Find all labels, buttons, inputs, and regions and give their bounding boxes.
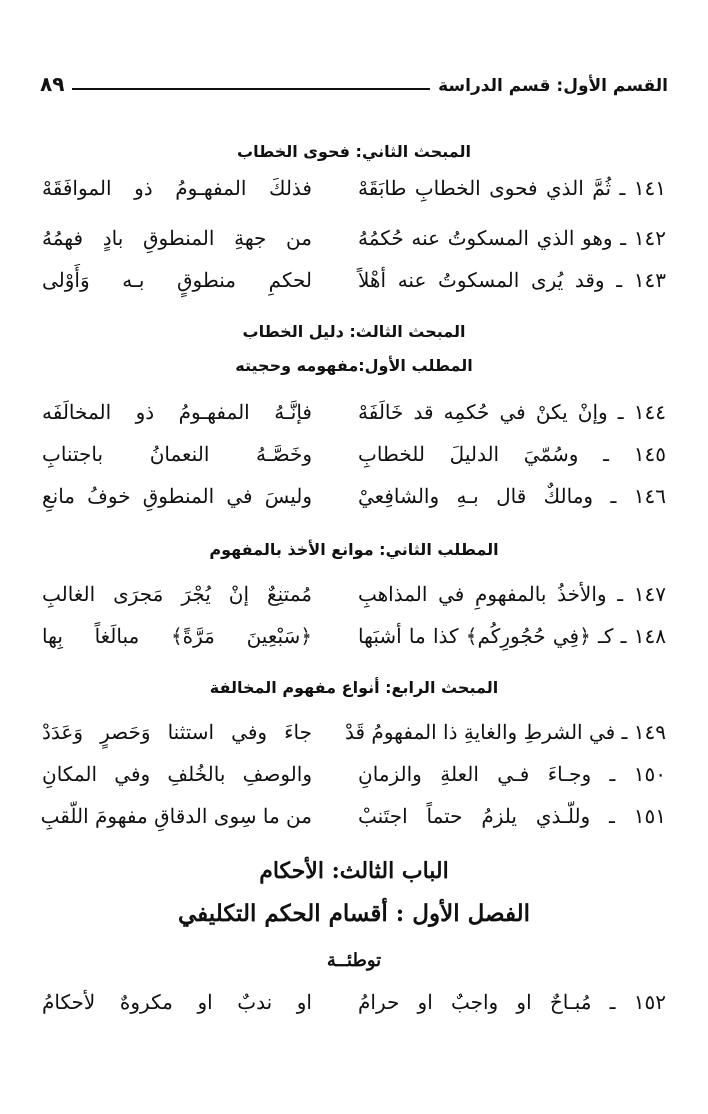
verse-second-hemistich: فذلكَ المفهـومُ ذو الموافَقَهْ <box>42 176 312 200</box>
page-number: ٨٩ <box>40 72 65 96</box>
verse-143 <box>42 264 666 296</box>
verse-first-hemistich: ١٤٢ ـ وهو الذي المسكوتُ عنه حُكمُهُ <box>358 226 666 250</box>
verse-first-hemistich: ١٤٣ ـ وقد يُرى المسكوتُ عنه أهْلاً <box>358 268 666 292</box>
verse-second-hemistich: ﴿سَبْعِينَ مَرَّةً﴾ مبالَغاً بِها <box>42 624 312 648</box>
subsection-heading-mafhum: المطلب الأول:مفهومه وحجيته <box>235 356 473 375</box>
verse-142 <box>42 222 666 254</box>
page-header <box>40 66 668 96</box>
verse-first-hemistich: ١٤١ ـ ثُمَّ الذي فحوى الخطابِ طابَقَهْ <box>358 176 666 200</box>
verse-first-hemistich: ١٥٢ ـ مُبـاحٌ او واجبٌ او حرامُ <box>358 990 666 1014</box>
verse-second-hemistich: او ندبٌ او مكروهٌ لأحكامُ <box>42 990 312 1014</box>
verse-first-hemistich: ١٥٠ ـ وجـاءَ فـي العلةِ والزمانِ <box>358 762 666 786</box>
verse-149 <box>42 716 666 748</box>
section-heading-anwa: المبحث الرابع: أنواع مفهوم المخالفة <box>209 678 499 697</box>
header-rule <box>72 88 430 90</box>
running-title: القسم الأول: قسم الدراسة <box>438 76 668 96</box>
verse-second-hemistich: لحكمِ منطوقٍ بـه وَأَوْلى <box>42 268 312 292</box>
verse-first-hemistich: ١٤٧ ـ والأخذُ بالمفهومِ في المذاهبِ <box>358 582 666 606</box>
verse-145 <box>42 438 666 470</box>
verse-second-hemistich: جاءَ وفي استثنا وَحَصرٍ وَعَدَدْ <box>42 720 312 744</box>
verse-first-hemistich: ١٤٤ ـ وإنْ يكنْ في حُكمِه قد خَالَفَهْ <box>358 400 666 424</box>
verse-141 <box>42 172 666 204</box>
chapter-heading-bab: الباب الثالث: الأحكام <box>259 858 449 884</box>
verse-144 <box>42 396 666 428</box>
verse-second-hemistich: من جهةِ المنطوقِ بادٍ فهمُهُ <box>42 226 312 250</box>
verse-second-hemistich: فإنَّـهُ المفهـومُ ذو المخالَفَه <box>42 400 312 424</box>
verse-first-hemistich: ١٤٥ ـ وسُمّيَ الدليلَ للخطابِ <box>358 442 666 466</box>
verse-150 <box>42 758 666 790</box>
verse-second-hemistich: مُمتنِعٌ إنْ يُجْرَ مَجرَى الغالبِ <box>42 582 312 606</box>
verse-second-hemistich: وليسَ في المنطوقِ خوفُ مانعِ <box>42 484 312 508</box>
verse-152 <box>42 986 666 1018</box>
heading-tawtia: توطئــة <box>326 950 382 971</box>
verse-first-hemistich: ١٤٦ ـ ومالكٌ قال بـهِ والشافِعيْ <box>358 484 666 508</box>
verse-second-hemistich: وخَصَّـهُ النعمانُ باجتنابِ <box>42 442 312 466</box>
chapter-heading-fasl: الفصل الأول : أقسام الحكم التكليفي <box>177 900 531 927</box>
verse-first-hemistich: ١٤٨ ـ كـ ﴿فِي حُجُورِكُم﴾ كذا ما أشبَها <box>358 624 666 648</box>
verse-151 <box>42 800 666 832</box>
verse-second-hemistich: من ما سِوى الدقاقِ مفهومَ اللّقبِ <box>40 804 312 828</box>
verse-first-hemistich: ١٥١ ـ وللّـذي يلزمُ حتماً اجتَنبْ <box>358 804 666 828</box>
section-heading-fahwa: المبحث الثاني: فحوى الخطاب <box>237 142 471 161</box>
verse-146 <box>42 480 666 512</box>
verse-148 <box>42 620 666 652</box>
verse-second-hemistich: والوصفِ بالخُلفِ وفي المكانِ <box>42 762 312 786</box>
verse-147 <box>42 578 666 610</box>
verse-first-hemistich: ١٤٩ ـ في الشرطِ والغايةِ ذا المفهومُ قَدْ <box>345 720 666 744</box>
subsection-heading-mawani: المطلب الثاني: موانع الأخذ بالمفهوم <box>209 540 499 559</box>
section-heading-dalil: المبحث الثالث: دليل الخطاب <box>242 322 466 341</box>
